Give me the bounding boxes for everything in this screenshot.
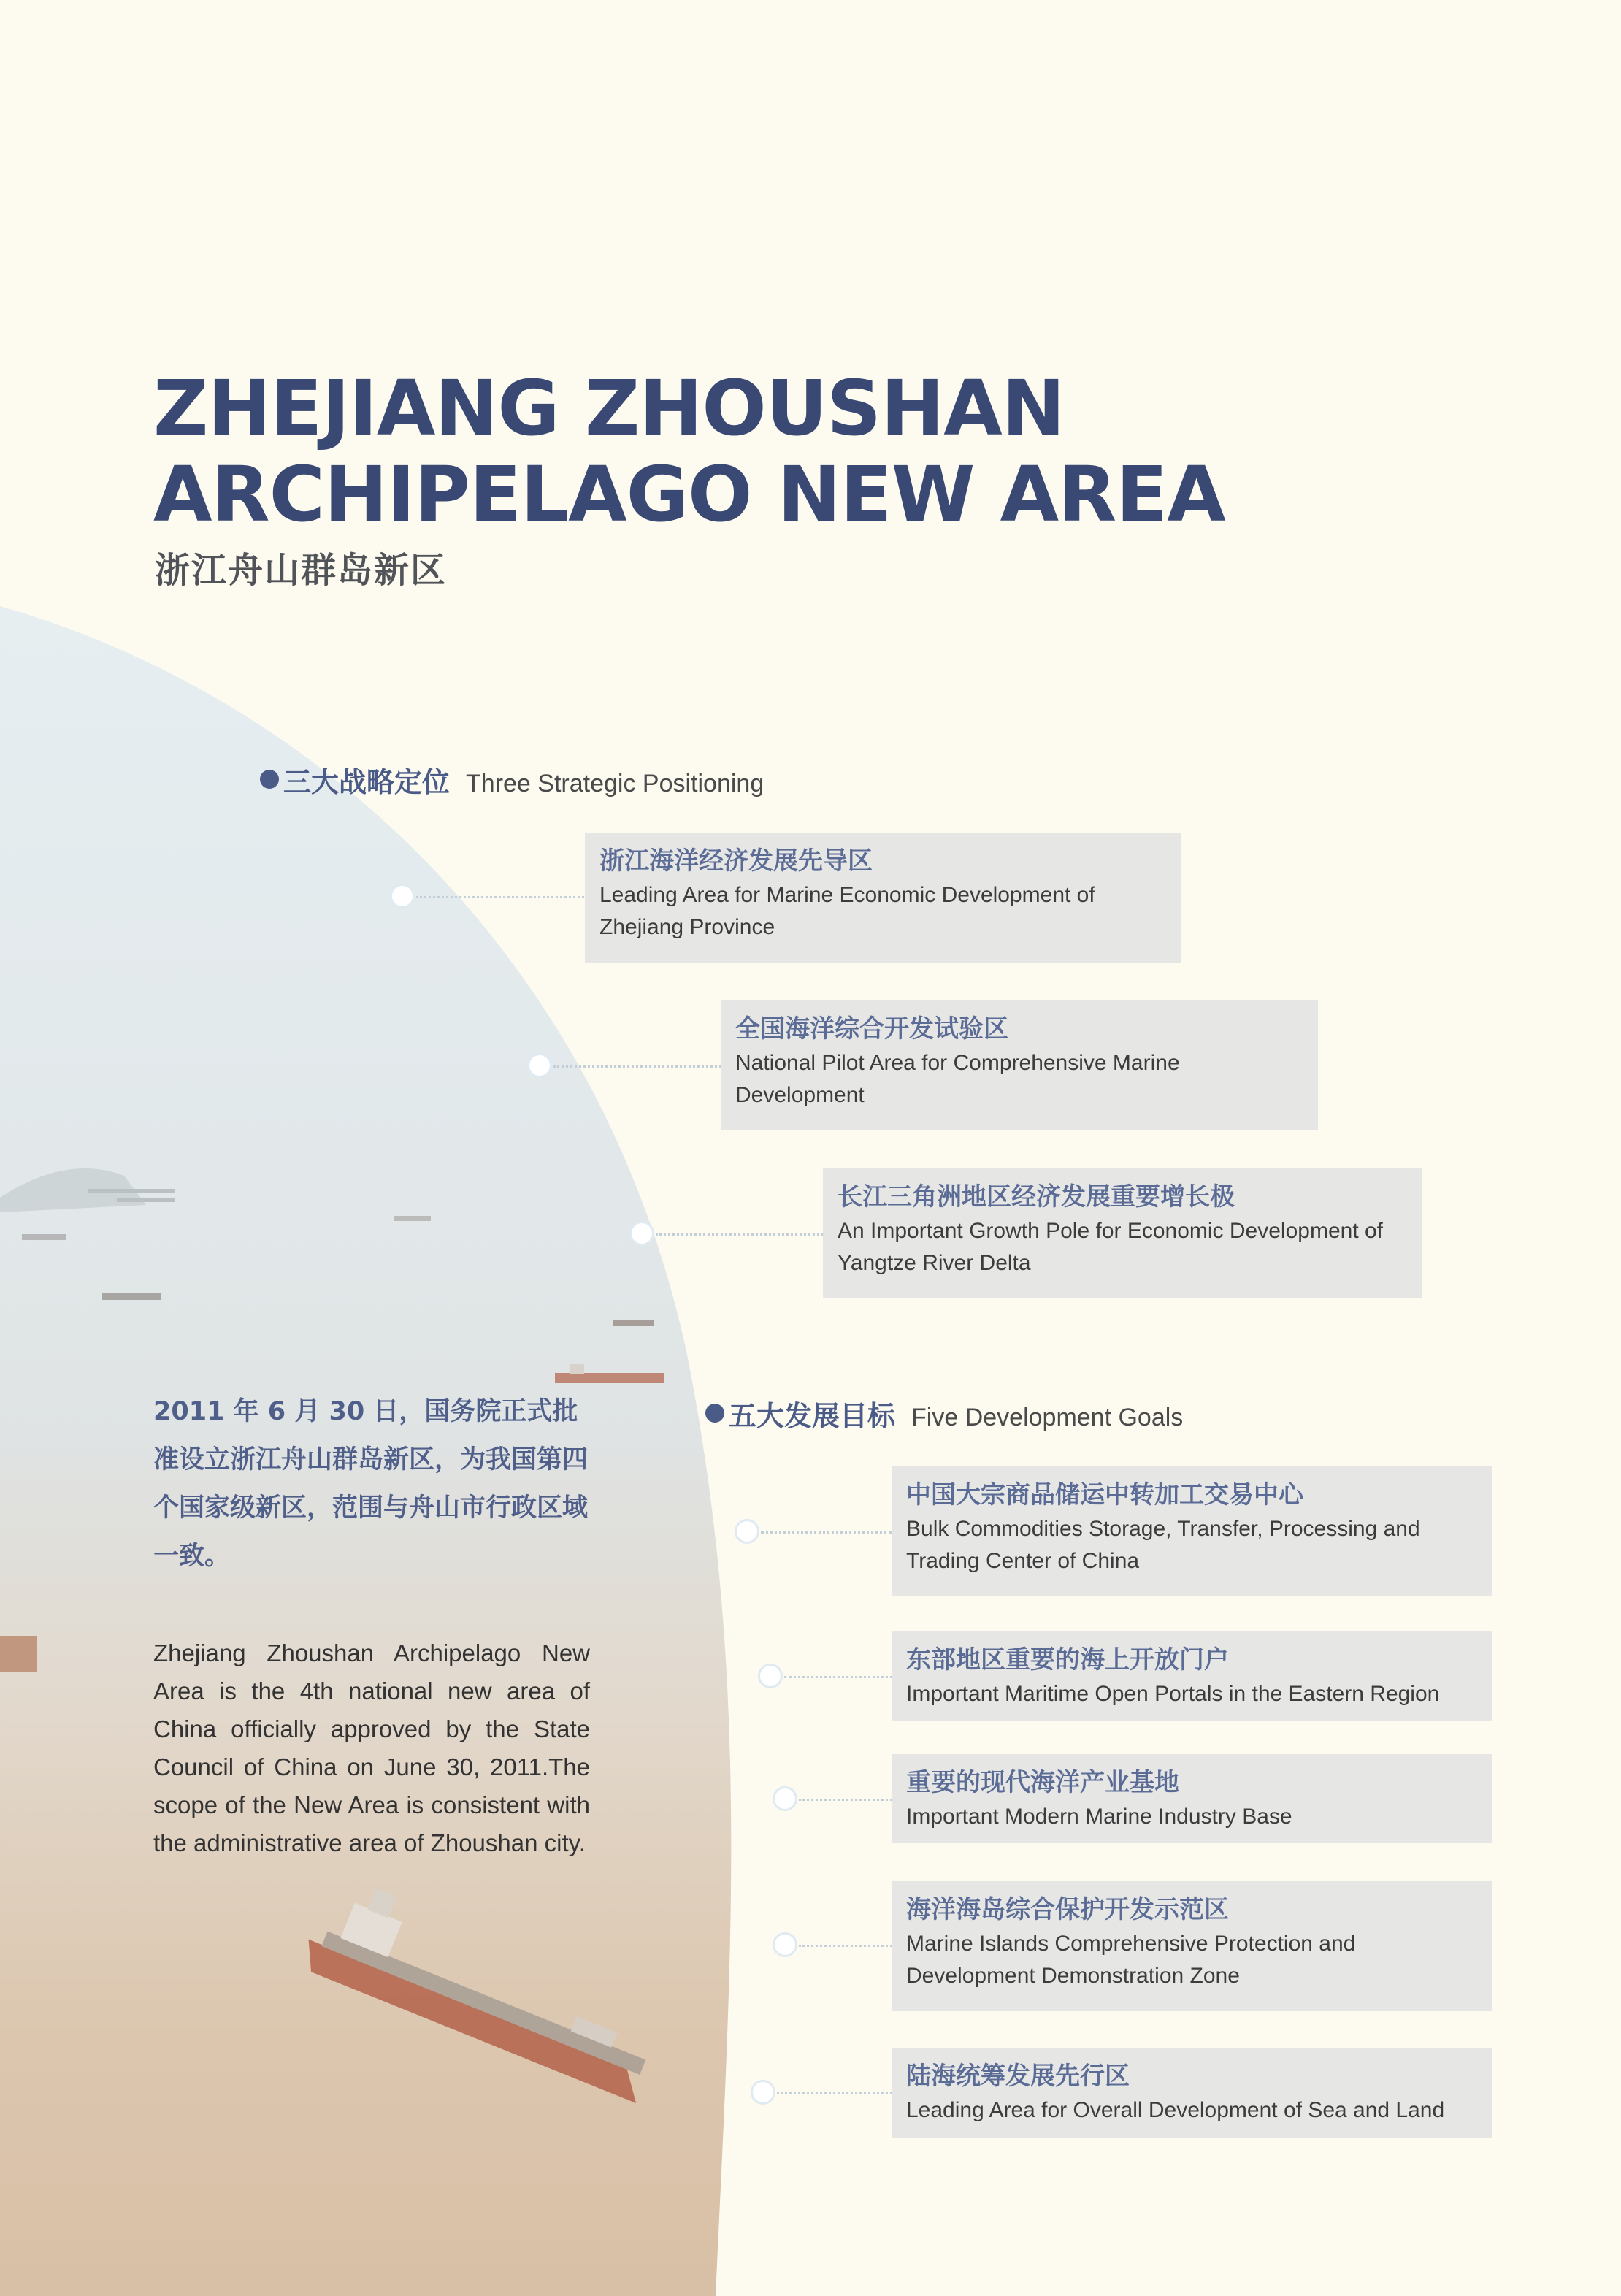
- timeline-node-icon: [629, 1221, 654, 1246]
- strategic-card-3-en: An Important Growth Pole for Economic Development of Yangtze River Delta: [838, 1219, 1384, 1275]
- goals-heading-en: Five Development Goals: [911, 1404, 1184, 1431]
- goal-card-5-en: Leading Area for Overall Development of Sea and Land: [906, 2098, 1445, 2122]
- goal-card-2-cn: 东部地区重要的海上开放门户: [906, 1645, 1229, 1675]
- timeline-node-icon: [390, 884, 415, 908]
- goal-card-4: [892, 1881, 1492, 2011]
- goal-card-1-en: Bulk Commodities Storage, Transfer, Processing and Trading Center of China: [906, 1517, 1420, 1573]
- strategic-card-2: [721, 1000, 1318, 1130]
- connector-line: [799, 1799, 892, 1801]
- goal-card-3: [892, 1754, 1492, 1843]
- strategic-heading: [260, 759, 764, 800]
- strategic-card-1-cn: 浙江海洋经济发展先导区: [599, 846, 873, 876]
- connector-line: [784, 1676, 892, 1678]
- connector-line: [777, 2092, 892, 2094]
- connector-line: [656, 1233, 824, 1236]
- strategic-card-3: [823, 1168, 1422, 1298]
- connector-line: [416, 896, 584, 898]
- intro-chinese: 2011 年 6 月 30 日，国务院正式批准设立浙江舟山群岛新区，为我国第四个国家级新区，范围与舟山市行政区域一致。: [153, 1397, 589, 1571]
- goal-card-4-cn: 海洋海岛综合保护开发示范区: [906, 1895, 1229, 1924]
- title-chinese: 浙江舟山群岛新区: [155, 550, 448, 591]
- goal-card-1-cn: 中国大宗商品储运中转加工交易中心: [906, 1480, 1303, 1509]
- timeline-node-icon: [527, 1053, 552, 1078]
- goals-heading: [705, 1393, 1183, 1434]
- strategic-heading-en: Three Strategic Positioning: [466, 770, 764, 797]
- bullet-icon: [705, 1404, 724, 1423]
- goal-card-5-cn: 陆海统筹发展先行区: [906, 2062, 1130, 2091]
- title-line-2: ARCHIPELAGO NEW AREA: [153, 450, 1225, 539]
- strategic-card-2-cn: 全国海洋综合开发试验区: [735, 1014, 1008, 1044]
- connector-line: [761, 1531, 892, 1534]
- goal-card-5: [892, 2048, 1492, 2138]
- connector-line: [553, 1065, 721, 1068]
- goals-heading-cn: 五大发展目标: [729, 1400, 896, 1432]
- goal-card-2: [892, 1631, 1492, 1721]
- goal-card-2-en: Important Maritime Open Portals in the Eastern Region: [906, 1682, 1440, 1706]
- connector-line: [799, 1945, 892, 1947]
- timeline-node-icon: [773, 1932, 797, 1957]
- strategic-card-1: [585, 833, 1181, 963]
- page-title: [153, 365, 1225, 537]
- strategic-card-3-cn: 长江三角洲地区经济发展重要增长极: [838, 1182, 1235, 1212]
- title-line-1: ZHEJIANG ZHOUSHAN: [153, 364, 1065, 453]
- timeline-node-icon: [735, 1519, 759, 1544]
- strategic-heading-cn: 三大战略定位: [283, 766, 451, 798]
- timeline-node-icon: [773, 1786, 797, 1811]
- goal-card-4-en: Marine Islands Comprehensive Protection and Development Demonstration Zone: [906, 1932, 1356, 1988]
- intro-english: Zhejiang Zhoushan Archipelago New Area is the 4th national new area of China officially approved by the State Council of China on June 30, 2011.The scope of the New Area is consistent with the administrative area of Zhoushan city.: [153, 1639, 590, 1856]
- timeline-node-icon: [751, 2080, 775, 2105]
- goal-card-3-en: Important Modern Marine Industry Base: [906, 1805, 1292, 1829]
- strategic-card-1-en: Leading Area for Marine Economic Development of Zhejiang Province: [599, 883, 1095, 939]
- timeline-node-icon: [758, 1664, 783, 1688]
- strategic-card-2-en: National Pilot Area for Comprehensive Marine Development: [735, 1051, 1180, 1107]
- goal-card-1: [892, 1466, 1492, 1596]
- bullet-icon: [260, 770, 279, 789]
- goal-card-3-cn: 重要的现代海洋产业基地: [906, 1768, 1179, 1797]
